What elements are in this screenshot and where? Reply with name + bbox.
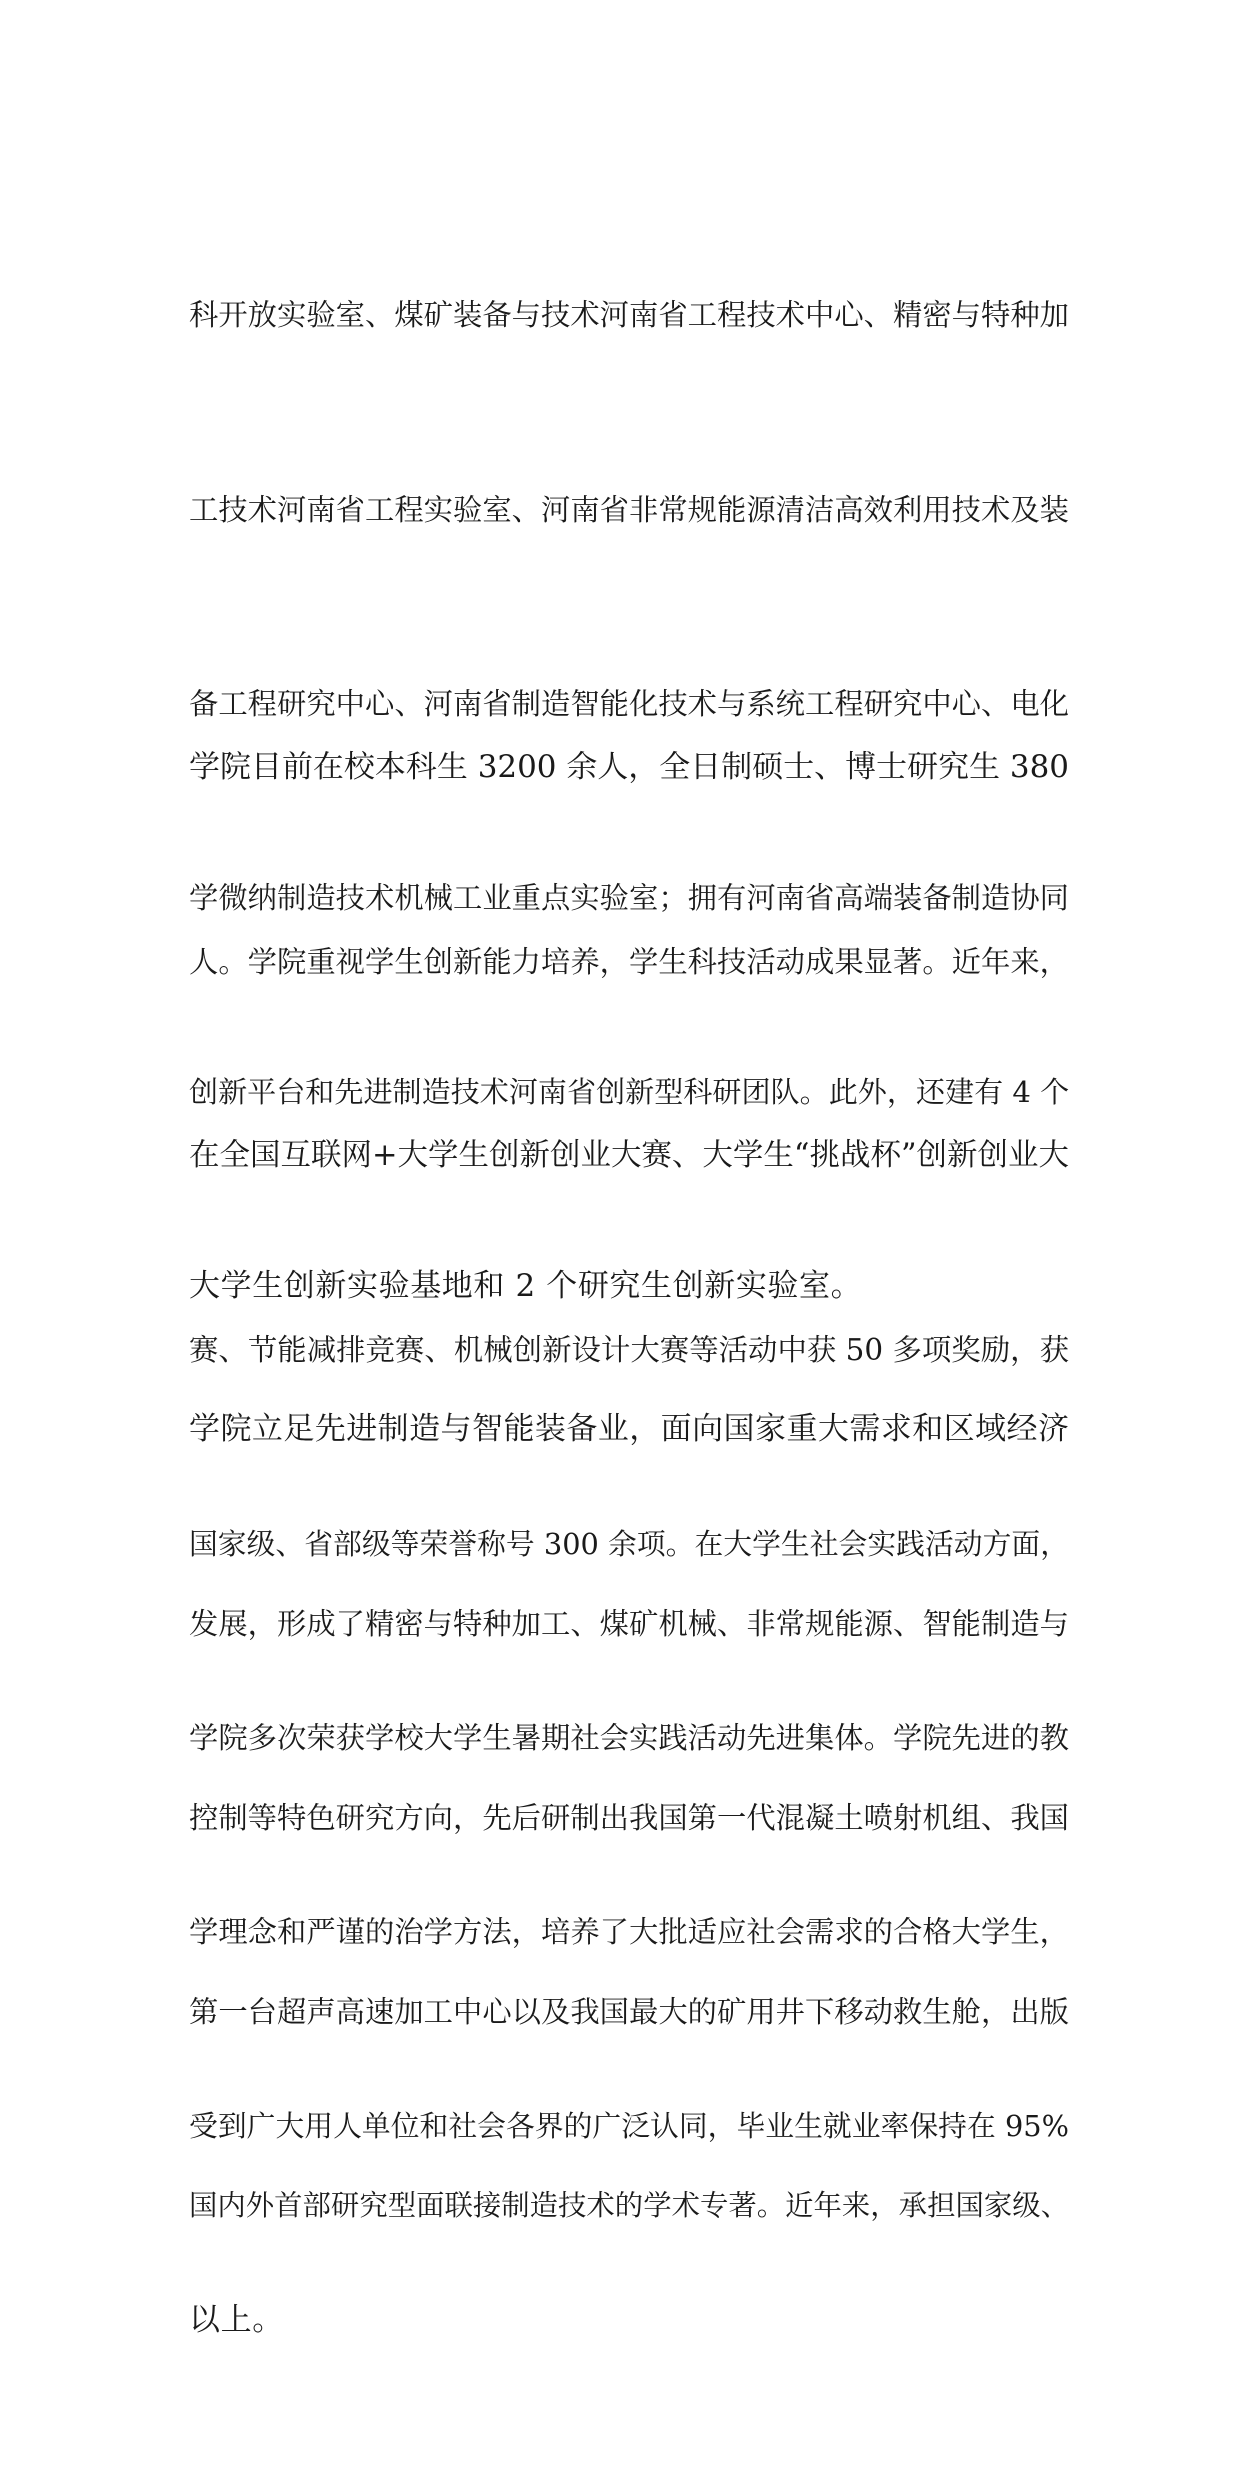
text-line: 控制等特色研究方向，先后研制出我国第一代混凝土喷射机组、我国 bbox=[189, 1800, 1069, 1835]
text-line: 学微纳制造技术机械工业重点实验室；拥有河南省高端装备制造协同 bbox=[189, 880, 1069, 915]
text-line: 发展，形成了精密与特种加工、煤矿机械、非常规能源、智能制造与 bbox=[189, 1606, 1069, 1641]
text-line: 在全国互联网+大学生创新创业大赛、大学生“挑战杯”创新创业大 bbox=[189, 1137, 1069, 1173]
text-line: 以上。 bbox=[189, 2302, 284, 2339]
text-line: 学院目前在校本科生 3200 余人，全日制硕士、博士研究生 380 bbox=[189, 749, 1069, 786]
text-line: 科开放实验室、煤矿装备与技术河南省工程技术中心、精密与特种加 bbox=[189, 298, 1069, 333]
text-line: 国内外首部研究型面联接制造技术的学术专著。近年来，承担国家级、 bbox=[189, 2188, 1069, 2222]
text-line: 工技术河南省工程实验室、河南省非常规能源清洁高效利用技术及装 bbox=[189, 492, 1069, 527]
paragraph-3 bbox=[189, 1268, 1069, 2368]
text-line: 创新平台和先进制造技术河南省创新型科研团队。此外，还建有 4 个 bbox=[189, 1074, 1070, 1109]
text-line: 学院多次荣获学校大学生暑期社会实践活动先进集体。学院先进的教 bbox=[189, 1720, 1069, 1755]
text-line: 学院立足先进制造与智能装备业，面向国家重大需求和区域经济 bbox=[189, 1411, 1069, 1448]
text-line: 人。学院重视学生创新能力培养，学生科技活动成果显著。近年来， bbox=[189, 944, 1069, 979]
text-line: 学理念和严谨的治学方法，培养了大批适应社会需求的合格大学生， bbox=[189, 1914, 1069, 1949]
text-line: 第一台超声高速加工中心以及我国最大的矿用井下移动救生舱，出版 bbox=[189, 1994, 1069, 2029]
text-line: 受到广大用人单位和社会各界的广泛认同，毕业生就业率保持在 95% bbox=[189, 2109, 1069, 2144]
text-line: 备工程研究中心、河南省制造智能化技术与系统工程研究中心、电化 bbox=[189, 686, 1069, 721]
text-line: 大学生创新实验基地和 2 个研究生创新实验室。 bbox=[189, 1267, 863, 1304]
text-line: 赛、节能减排竞赛、机械创新设计大赛等活动中获 50 多项奖励，获 bbox=[189, 1332, 1069, 1367]
text-line: 国家级、省部级等荣誉称号 300 余项。在大学生社会实践活动方面， bbox=[189, 1526, 1069, 1561]
